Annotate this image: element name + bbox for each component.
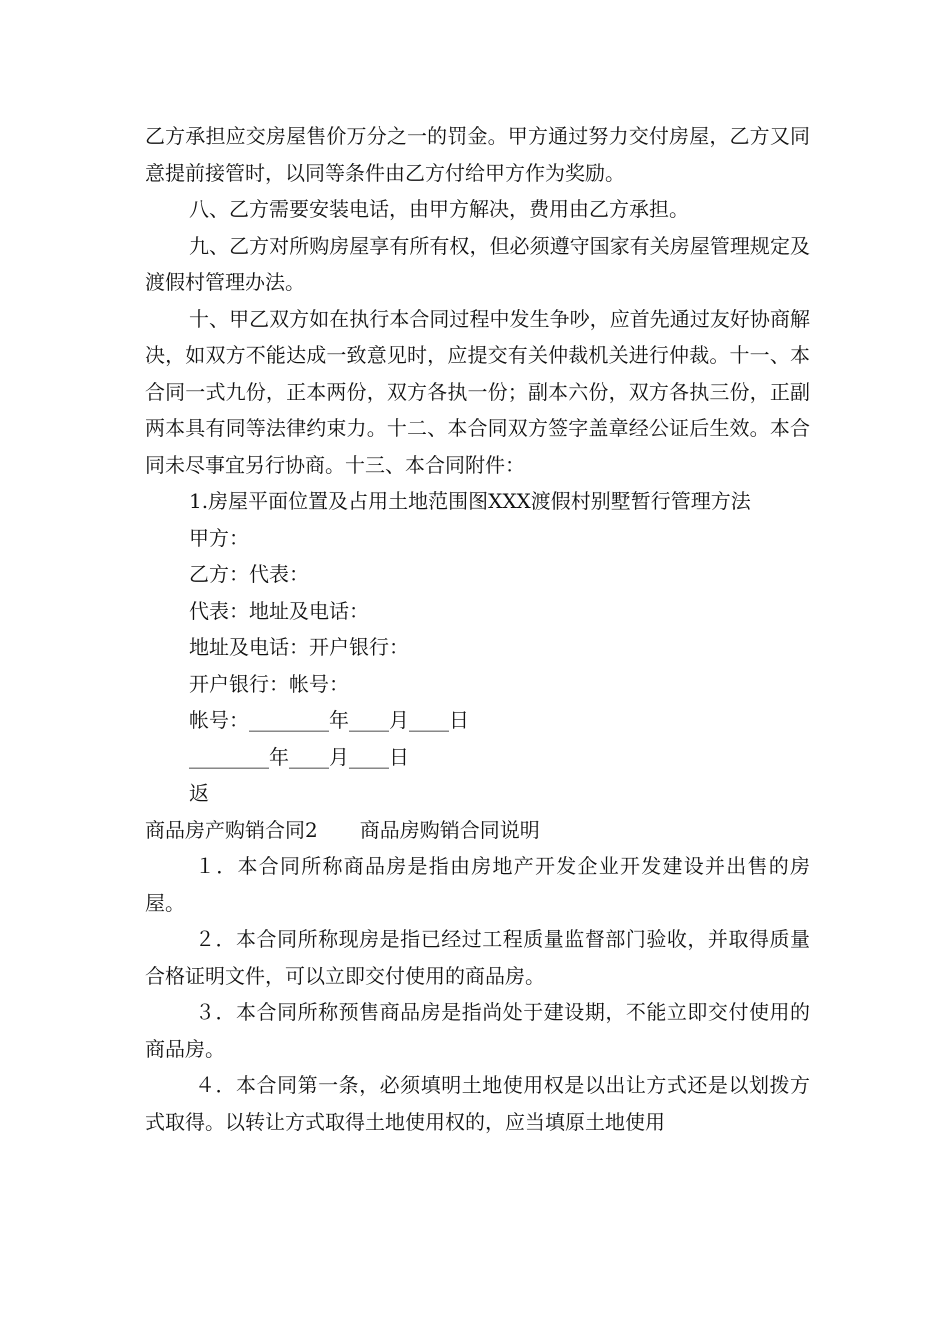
section-title-right: 商品房购销合同说明 [359, 817, 540, 842]
signature-address-phone: 地址及电话：开户银行： [189, 635, 409, 659]
signature-representative: 代表：地址及电话： [189, 598, 369, 623]
document-body [145, 118, 810, 1140]
paragraph-penalty: 乙方承担应交房屋售价万分之一的罚金。甲方通过努力交付房屋，乙方又同意提前接管时，以同等条件由乙方付给甲方作为奖励。 [145, 124, 810, 185]
signature-party-b: 乙方：代表： [189, 562, 309, 586]
signature-bank: 开户银行：帐号： [189, 671, 349, 696]
numbered-item-2: ２．本合同所称现房是指已经过工程质量监督部门验收，并取得质量合格证明文件，可以立即交付使用的商品房。 [145, 927, 810, 988]
numbered-item-1: １．本合同所称商品房是指由房地产开发企业开发建设并出售的房屋。 [145, 854, 810, 915]
return-text: 返 [189, 781, 209, 805]
section-heading [145, 812, 810, 849]
signature-date: ________年____月____日 [189, 744, 409, 769]
section-title-left: 商品房产购销合同2 [145, 817, 318, 842]
paragraph-clause-10-13: 十、甲乙双方如在执行本合同过程中发生争吵，应首先通过友好协商解决，如双方不能达成一致意见时，应提交有关仲裁机关进行仲裁。十一、本合同一式九份，正本两份，双方各执一份；副本六份，双方各执三份，正副两本具有同等法律约束力。十二、本合同双方签字盖章经公证后生效。本合同未尽事宜另行协商。十三、本合同附件： [145, 306, 810, 477]
paragraph-clause-9: 九、乙方对所购房屋享有所有权，但必须遵守国家有关房屋管理规定及渡假村管理办法。 [145, 233, 810, 294]
numbered-item-4: ４．本合同第一条，必须填明土地使用权是以出让方式还是以划拨方式取得。以转让方式取得土地使用权的，应当填原土地使用 [145, 1073, 810, 1134]
signature-account-date: 帐号：________年____月____日 [189, 708, 469, 732]
numbered-item-3: ３．本合同所称预售商品房是指尚处于建设期，不能立即交付使用的商品房。 [145, 1000, 810, 1061]
paragraph-clause-8: 八、乙方需要安装电话，由甲方解决，费用由乙方承担。 [189, 197, 689, 221]
paragraph-attachment: 1.房屋平面位置及占用土地范围图XXX渡假村别墅暂行管理方法 [189, 489, 751, 513]
signature-party-a: 甲方： [189, 525, 249, 550]
